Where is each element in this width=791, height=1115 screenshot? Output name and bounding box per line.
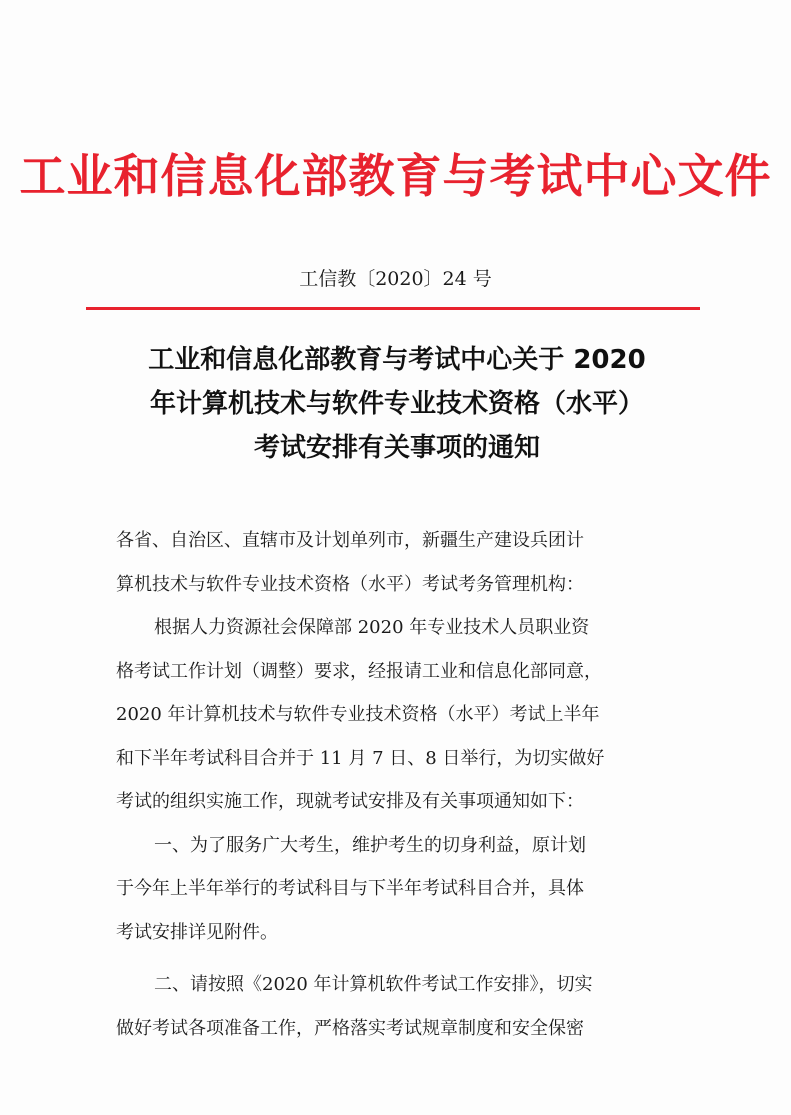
paragraph-line: 根据人力资源社会保障部 2020 年专业技术人员职业资 xyxy=(154,617,590,638)
paragraph-line: 于今年上半年举行的考试科目与下半年考试科目合并，具体 xyxy=(116,878,584,899)
addressee-line: 算机技术与软件专业技术资格（水平）考试考务管理机构： xyxy=(116,573,584,595)
notice-title-line: 工业和信息化部教育与考试中心关于 2020 xyxy=(148,345,646,375)
paragraph-line: 格考试工作计划（调整）要求，经报请工业和信息化部同意， xyxy=(116,660,602,682)
org-header-title: 工业和信息化部教育与考试中心文件 xyxy=(19,149,772,203)
notice-title-line: 考试安排有关事项的通知 xyxy=(253,433,540,463)
notice-body xyxy=(116,519,686,1050)
paragraph-line: 和下半年考试科目合并于 11 月 7 日、8 日举行，为切实做好 xyxy=(116,747,605,769)
paragraph-line: 二、请按照《2020 年计算机软件考试工作安排》，切实 xyxy=(154,974,593,995)
document-number: 工信教〔2020〕24 号 xyxy=(299,268,492,290)
red-separator-line xyxy=(86,307,700,310)
paragraph-line: 一、为了服务广大考生，维护考生的切身利益，原计划 xyxy=(154,834,586,856)
paragraph-line: 考试的组织实施工作，现就考试安排及有关事项通知如下： xyxy=(116,791,584,812)
paragraph-line: 考试安排详见附件。 xyxy=(116,921,278,943)
paragraph-line: 做好考试各项准备工作，严格落实考试规章制度和安全保密 xyxy=(116,1017,584,1039)
addressee-line: 各省、自治区、直辖市及计划单列市，新疆生产建设兵团计 xyxy=(116,530,584,551)
notice-title-line: 年计算机技术与软件专业技术资格（水平） xyxy=(149,389,644,419)
paragraph-line: 2020 年计算机技术与软件专业技术资格（水平）考试上半年 xyxy=(116,704,600,725)
notice-title xyxy=(100,338,694,470)
